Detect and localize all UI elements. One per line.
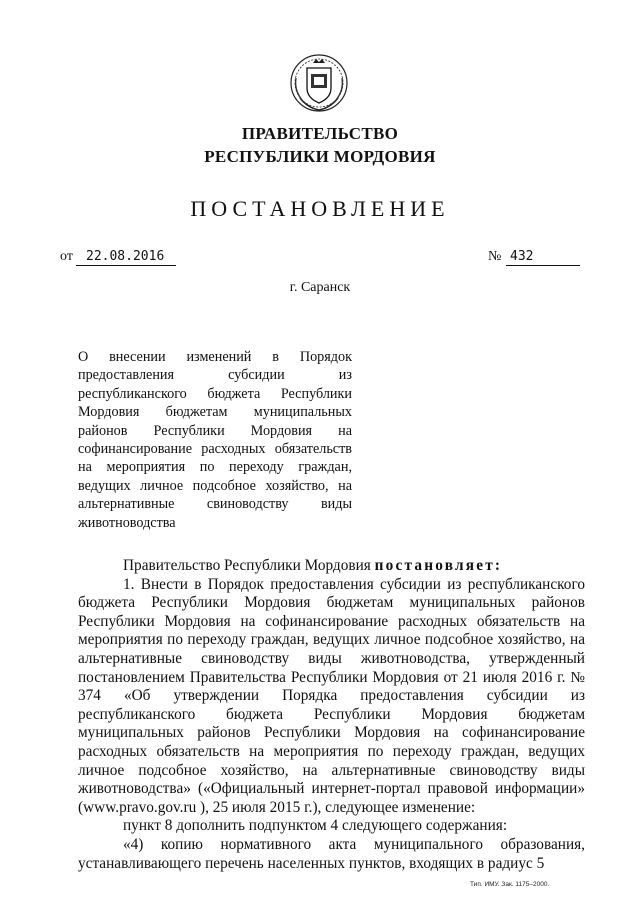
document-number: 432 <box>506 249 580 266</box>
number-prefix: № <box>488 249 502 264</box>
date-prefix: от <box>60 249 73 264</box>
document-type-title: ПОСТАНОВЛЕНИЕ <box>190 196 450 221</box>
org-title-line1: ПРАВИТЕЛЬСТВО <box>241 124 399 143</box>
city-line: г. Саранск <box>289 280 351 295</box>
body-paragraph-3: «4) копию нормативного акта муниципального образования, устанавливающего перечень населенных пунктов, входящих в радиус 5 <box>78 835 585 872</box>
body-paragraph-1: 1. Внести в Порядок предоставления субсидии из республиканского бюджета Республики Мордовия бюджетам муниципальных районов Республики Мордовия на софинансирование расходных обязательств на мероприятия по переходу граждан, ведущих личное подсобное хозяйство, на альтернативные свиноводству виды животноводства, утвержденный постановлением Правительства Республики Мордовия от 21 июля 2016 г. № 374 «Об утверждении Порядка предоставления субсидии из республиканского бюджета Республики Мордовия бюджетам муниципальных районов Республики Мордовия на софинансирование расходных обязательств на мероприятия по переходу граждан, ведущих личное подсобное хозяйство, на альтернативные свиноводству виды животноводства» («Официальный интернет-портал правовой информации» (www.pravo.gov.ru ), 25 июля 2015 г.), следующее изменение: <box>78 575 585 816</box>
org-title-line2: РЕСПУБЛИКИ МОРДОВИЯ <box>204 147 436 166</box>
preamble-paragraph <box>78 557 585 576</box>
body-paragraph-2: пункт 8 дополнить подпунктом 4 следующего содержания: <box>123 817 508 835</box>
document-body <box>78 557 585 873</box>
coat-of-arms-emblem <box>288 50 350 116</box>
document-date: 22.08.2016 <box>76 249 176 266</box>
print-mark: Тип. ИМУ. Зак. 1175–2000. <box>470 881 550 888</box>
document-subject: О внесении изменений в Порядок предоставления субсидии из республиканского бюджета Республики Мордовия бюджетам муниципальных районов Республики Мордовия на софинансирование расходных обязательств на мероприятия по переходу граждан, ведущих личное подсобное хозяйство, на альтернативные свиноводству виды животноводства <box>78 349 352 531</box>
preamble-verb: постановляет: <box>374 557 503 574</box>
preamble-text: Правительство Республики Мордовия <box>123 557 375 574</box>
